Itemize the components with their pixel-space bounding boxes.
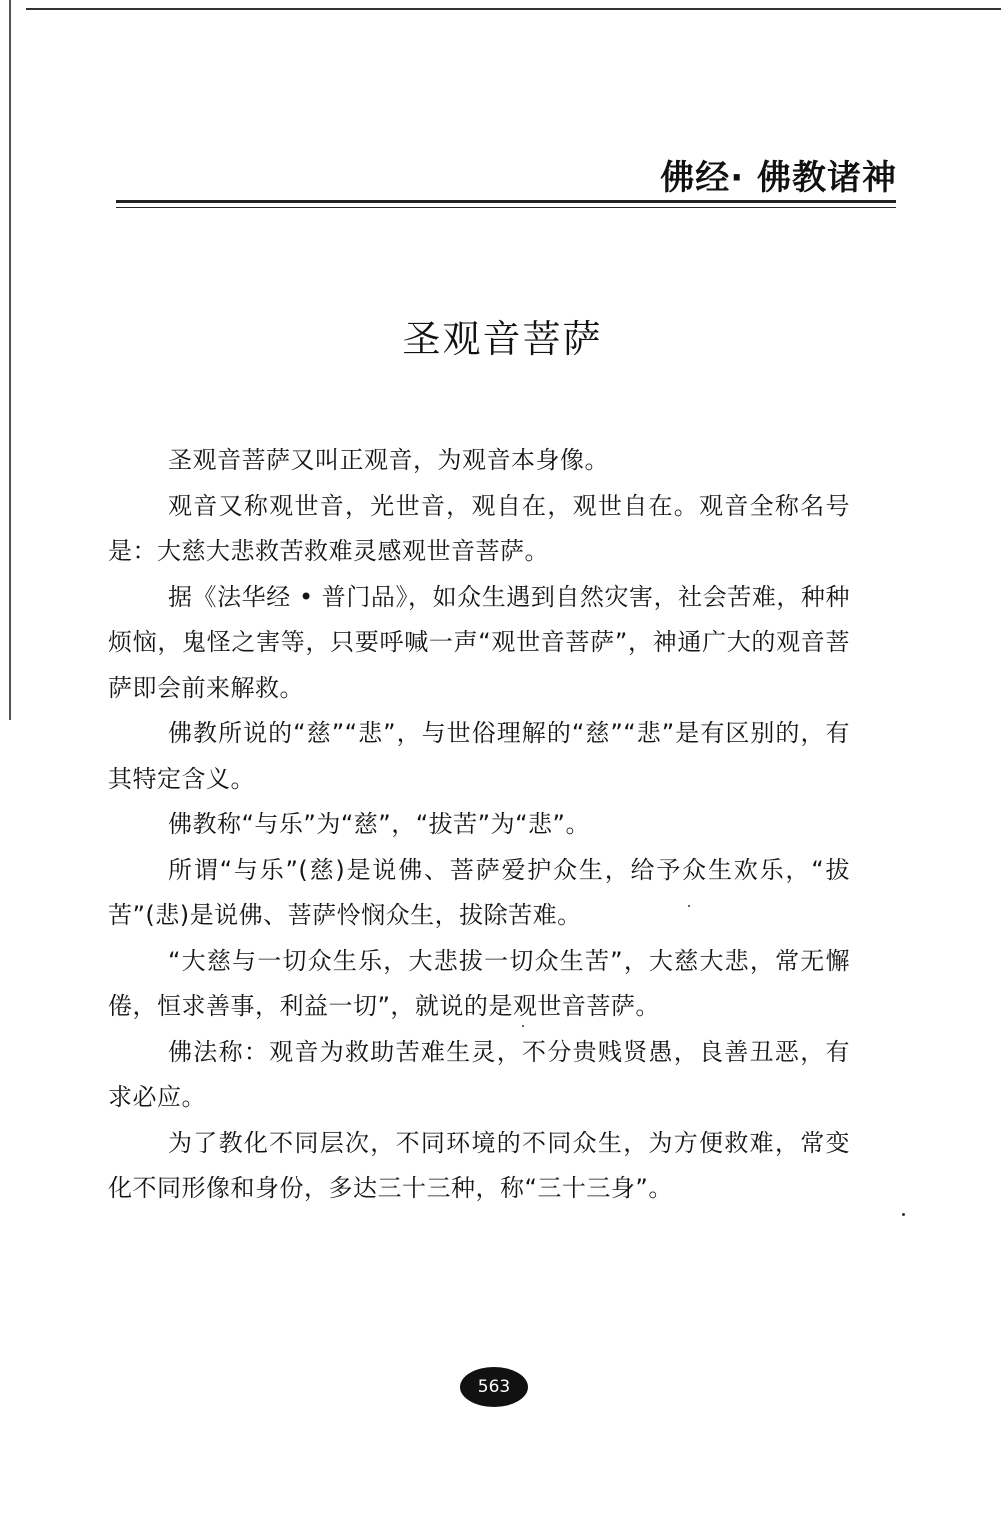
header-rule-thick (116, 200, 896, 203)
paragraph: 观音又称观世音，光世音，观自在，观世自在。观音全称名号是：大慈大悲救苦救难灵感观世音菩萨。 (108, 491, 850, 565)
paragraph: 圣观音菩萨又叫正观音，为观音本身像。 (168, 446, 609, 474)
scan-speck (688, 905, 690, 907)
article-body (108, 438, 850, 1212)
paragraph: 为了教化不同层次，不同环境的不同众生，为方便救难，常变化不同形像和身份，多达三十三种，称“三十三身”。 (108, 1128, 850, 1202)
paragraph: 佛教称“与乐”为“慈”，“拔苦”为“悲”。 (168, 810, 590, 838)
scan-speck (522, 1025, 524, 1027)
paragraph: 据《法华经 • 普门品》，如众生遇到自然灾害，社会苦难，种种烦恼，鬼怪之害等，只要呼喊一声“观世音菩萨”，神通广大的观音菩萨即会前来解救。 (108, 582, 850, 702)
header-rule-thin (116, 207, 896, 208)
page-number-badge: 563 (460, 1367, 528, 1407)
paragraph: 佛法称：观音为救助苦难生灵，不分贵贱贤愚，良善丑恶，有求必应。 (108, 1037, 850, 1111)
page-top-edge (26, 8, 1001, 10)
running-head: 佛经· 佛教诸神 (660, 158, 897, 198)
paragraph: “大慈与一切众生乐，大悲拔一切众生苦”，大慈大悲，常无懈倦，恒求善事，利益一切”，就说的是观世音菩萨。 (108, 946, 850, 1020)
scan-speck (902, 1213, 905, 1216)
paragraph: 佛教所说的“慈”“悲”，与世俗理解的“慈”“悲”是有区别的，有其特定含义。 (108, 719, 850, 793)
paragraph: 所谓“与乐”(慈)是说佛、菩萨爱护众生，给予众生欢乐，“拔苦”(悲)是说佛、菩萨怜悯众生，拔除苦难。 (108, 855, 850, 929)
article-title: 圣观音菩萨 (402, 317, 603, 361)
